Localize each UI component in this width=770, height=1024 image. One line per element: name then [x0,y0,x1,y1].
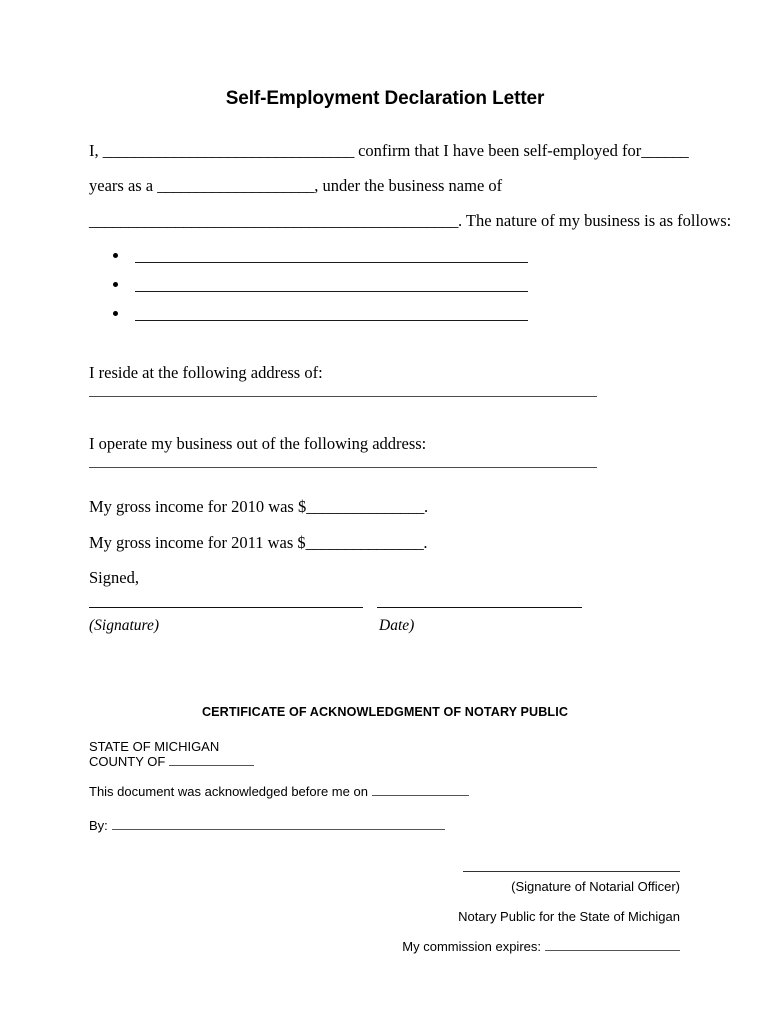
notary-acknowledged-date-blank[interactable] [372,795,469,796]
notary-commission-blank[interactable] [545,950,680,951]
intro-line-3 [89,203,732,238]
nature-of-business-blank-1[interactable] [135,262,528,263]
notary-by-label: By: [89,818,108,833]
gross-income-2010-suffix: . [424,497,429,516]
gross-income-2011-suffix: . [423,533,428,552]
notary-officer-title: Notary Public for the State of Michigan [458,909,680,924]
nature-of-business-list [89,246,609,333]
notary-commission-line [80,939,680,954]
notary-section-heading: CERTIFICATE OF ACKNOWLEDGMENT OF NOTARY PUBLIC [201,705,569,719]
list-item [89,246,609,275]
gross-income-2010-line [89,489,689,524]
notary-county-line [89,754,254,769]
business-address-prompt: I operate my business out of the following address: [89,434,427,453]
gross-income-2011-line [89,525,689,560]
notary-county-blank[interactable] [169,765,254,766]
notary-commission-label: My commission expires: [402,939,541,954]
list-item [89,275,609,304]
intro-paragraph [89,133,732,238]
gross-income-2010-prefix: My gross income for 2010 was $ [89,497,307,516]
gross-income-2011-blank[interactable]: _______________ [305,533,424,552]
intro-line-1 [89,133,689,168]
notary-acknowledged-line [89,784,469,799]
gross-income-2011-prefix: My gross income for 2011 was $ [89,533,306,552]
bullet-point-icon [113,253,118,258]
intro-line2-suffix: , under the business name of [314,176,503,195]
signed-label: Signed, [89,568,139,587]
bullet-point-icon [113,282,118,287]
intro-line-2 [89,168,689,203]
declarant-name-blank[interactable]: ________________________________ [102,141,354,160]
page-title: Self-Employment Declaration Letter [225,88,545,109]
list-item [89,304,609,333]
occupation-blank[interactable]: ____________________ [157,176,315,195]
signature-caption: (Signature) [89,617,160,634]
notary-state-line: STATE OF MICHIGAN [89,739,220,754]
gross-income-2010-blank[interactable]: _______________ [306,497,424,516]
date-blank[interactable] [377,607,582,608]
bullet-point-icon [113,311,118,316]
notary-officer-signature-caption: (Signature of Notarial Officer) [511,879,680,894]
intro-line1-mid: confirm that I have been self-employed for [353,141,642,160]
notary-county-label: COUNTY OF [89,754,166,769]
notary-by-line [89,818,445,833]
nature-of-business-blank-2[interactable] [135,291,528,292]
notary-by-blank[interactable] [112,829,445,830]
nature-of-business-blank-3[interactable] [135,320,528,321]
residence-address-blank[interactable] [89,396,597,397]
intro-line1-prefix: I, [89,141,103,160]
notary-officer-signature-blank[interactable] [463,871,680,872]
intro-line2-prefix: years as a [89,176,158,195]
notary-acknowledged-text: This document was acknowledged before me on [89,784,368,799]
business-name-blank[interactable]: _______________________________________________ [89,211,458,230]
intro-line3-suffix: . The nature of my business is as follows: [457,211,732,230]
date-caption: Date) [379,617,415,634]
signature-blank[interactable] [89,607,363,608]
residence-prompt: I reside at the following address of: [89,363,323,382]
years-count-blank[interactable]: ______ [641,141,689,160]
business-address-blank[interactable] [89,467,597,468]
